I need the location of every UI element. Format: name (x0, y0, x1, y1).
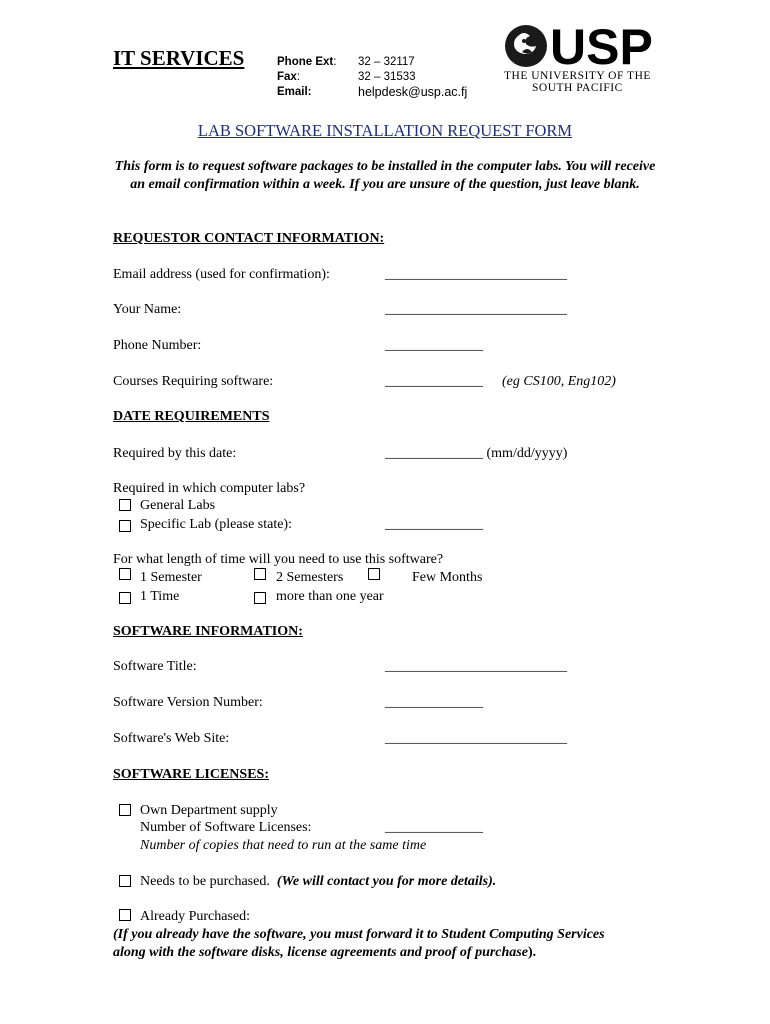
courses-field[interactable]: ______________ (385, 374, 483, 389)
one-semester-label: 1 Semester (140, 570, 202, 585)
num-licenses-label: Number of Software Licenses: (140, 820, 312, 835)
email-label: Email: (277, 86, 312, 98)
labs-question: Required in which computer labs? (113, 481, 306, 496)
email-address-label: Email address (used for confirmation): (113, 267, 330, 282)
usp-logo-line2: SOUTH PACIFIC (532, 82, 623, 94)
form-intro: This form is to request software packages to be installed in the computer labs. You will receive an email confirmation within a week. If you are unsure of the question, just leave blank. (114, 159, 656, 192)
phone-number-field[interactable]: ______________ (385, 338, 483, 353)
phone-ext-value: 32 – 32117 (358, 56, 415, 68)
phone-ext-label: Phone Ext: (277, 56, 337, 68)
already-purchased-checkbox[interactable] (119, 909, 131, 921)
length-question: For what length of time will you need to use this software? (113, 552, 444, 567)
licenses-heading: SOFTWARE LICENSES: (113, 767, 269, 782)
software-title-field[interactable]: __________________________ (385, 659, 567, 674)
specific-lab-checkbox[interactable] (119, 520, 131, 532)
two-semesters-checkbox[interactable] (254, 568, 266, 580)
phone-number-label: Phone Number: (113, 338, 202, 353)
needs-purchase-label: Needs to be purchased. (We will contact you for more details). (140, 874, 497, 889)
your-name-field[interactable]: __________________________ (385, 302, 567, 317)
software-site-field[interactable]: __________________________ (385, 731, 567, 746)
usp-logo-text: USP (550, 19, 653, 75)
software-version-field[interactable]: ______________ (385, 695, 483, 710)
specific-lab-field[interactable]: ______________ (385, 517, 483, 532)
it-services-title: IT SERVICES (113, 46, 245, 70)
few-months-label: Few Months (412, 570, 483, 585)
more-than-one-year-checkbox[interactable] (254, 592, 266, 604)
required-date-label: Required by this date: (113, 446, 237, 461)
software-site-label: Software's Web Site: (113, 731, 230, 746)
general-labs-label: General Labs (140, 498, 216, 513)
fax-value: 32 – 31533 (358, 71, 416, 83)
usp-emblem-icon (500, 22, 552, 68)
requestor-heading: REQUESTOR CONTACT INFORMATION: (113, 231, 385, 246)
already-purchased-note-2: along with the software disks, license agreements and proof of purchase). (113, 945, 537, 960)
software-title-label: Software Title: (113, 659, 197, 674)
one-time-label: 1 Time (140, 589, 180, 604)
two-semesters-label: 2 Semesters (276, 570, 344, 585)
already-purchased-note-1: (If you already have the software, you must forward it to Student Computing Services (113, 927, 605, 942)
date-heading: DATE REQUIREMENTS (113, 409, 270, 424)
own-supply-label: Own Department supply (140, 803, 278, 818)
software-info-heading: SOFTWARE INFORMATION: (113, 624, 303, 639)
form-title: LAB SOFTWARE INSTALLATION REQUEST FORM (197, 121, 573, 140)
your-name-label: Your Name: (113, 302, 182, 317)
needs-purchase-checkbox[interactable] (119, 875, 131, 887)
already-purchased-label: Already Purchased: (140, 909, 251, 924)
few-months-checkbox[interactable] (368, 568, 380, 580)
email-value: helpdesk@usp.ac.fj (358, 85, 468, 99)
courses-label: Courses Requiring software: (113, 374, 274, 389)
more-than-one-year-label: more than one year (276, 589, 384, 604)
software-version-label: Software Version Number: (113, 695, 263, 710)
specific-lab-label: Specific Lab (please state): (140, 517, 292, 532)
fax-label: Fax: (277, 71, 301, 83)
own-supply-checkbox[interactable] (119, 804, 131, 816)
general-labs-checkbox[interactable] (119, 499, 131, 511)
num-licenses-hint: Number of copies that need to run at the same time (140, 838, 427, 853)
one-semester-checkbox[interactable] (119, 568, 131, 580)
required-date-field[interactable]: ______________ (mm/dd/yyyy) (385, 446, 568, 461)
num-licenses-field[interactable]: ______________ (385, 820, 483, 835)
usp-logo-line1: THE UNIVERSITY OF THE (504, 70, 651, 82)
one-time-checkbox[interactable] (119, 592, 131, 604)
email-address-field[interactable]: __________________________ (385, 267, 567, 282)
courses-hint: (eg CS100, Eng102) (502, 374, 616, 389)
